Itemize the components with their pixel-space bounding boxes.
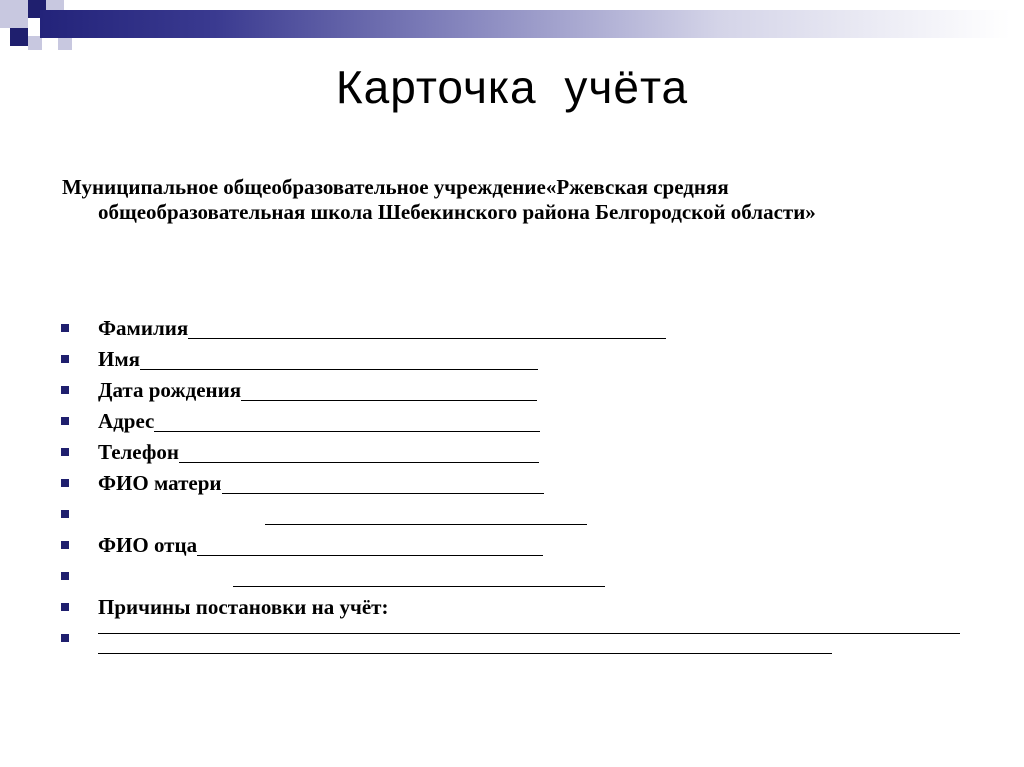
- fill-line[interactable]: [222, 468, 544, 494]
- form-fields: [58, 313, 978, 679]
- page-title: Карточка учёта: [335, 61, 689, 113]
- field-label: Имя: [98, 347, 140, 371]
- square-bullet-icon: [61, 510, 69, 518]
- field-label: Фамилия: [98, 316, 189, 340]
- field-surname: [58, 313, 978, 344]
- square-bullet-icon: [61, 634, 69, 642]
- fill-line[interactable]: [179, 437, 539, 463]
- field-mother-name: [58, 468, 978, 499]
- square-bullet-icon: [61, 386, 69, 394]
- fill-line[interactable]: [197, 530, 543, 556]
- square-bullet-icon: [61, 541, 69, 549]
- field-reasons-lines: [58, 623, 978, 679]
- square-bullet-icon: [61, 572, 69, 580]
- square-bullet-icon: [61, 448, 69, 456]
- field-label: Причины постановки на учёт:: [98, 595, 389, 619]
- field-father-name: [58, 530, 978, 561]
- square-bullet-icon: [61, 417, 69, 425]
- fill-line[interactable]: [98, 623, 960, 634]
- fill-line[interactable]: [98, 643, 832, 654]
- header-gradient-bar: [40, 10, 1010, 38]
- fill-line[interactable]: [241, 375, 537, 401]
- square-bullet-icon: [61, 479, 69, 487]
- fill-line[interactable]: [154, 406, 540, 432]
- institution-name: Муниципальное общеобразовательное учреждение«Ржевская средняя общеобразовательная школа Шебекинского района Белгородской области»: [62, 175, 816, 224]
- square-bullet-icon: [61, 355, 69, 363]
- field-label: Дата рождения: [98, 378, 242, 402]
- field-father-extra: [58, 561, 978, 592]
- field-reasons: [58, 592, 978, 623]
- fill-line[interactable]: [188, 313, 666, 339]
- fill-line[interactable]: [140, 344, 538, 370]
- field-label: Телефон: [98, 440, 180, 464]
- field-label: ФИО отца: [98, 533, 198, 557]
- field-address: [58, 406, 978, 437]
- field-mother-extra: [58, 499, 978, 530]
- square-bullet-icon: [61, 324, 69, 332]
- field-phone: [58, 437, 978, 468]
- field-label: ФИО матери: [98, 471, 222, 495]
- fill-line[interactable]: [265, 499, 587, 525]
- fill-line[interactable]: [233, 561, 605, 587]
- field-birthdate: [58, 375, 978, 406]
- square-bullet-icon: [61, 603, 69, 611]
- field-label: Адрес: [98, 409, 155, 433]
- field-name: [58, 344, 978, 375]
